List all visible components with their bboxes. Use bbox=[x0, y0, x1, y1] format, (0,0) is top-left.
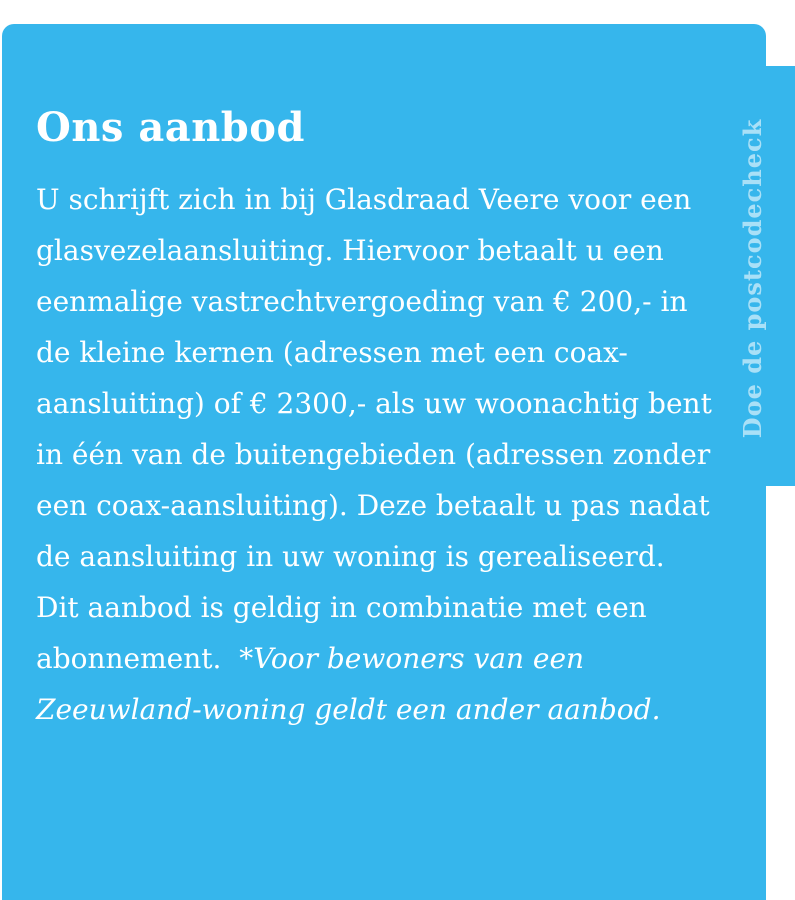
postcode-check-button[interactable] bbox=[737, 92, 769, 464]
offer-title: Ons aanbod bbox=[36, 104, 305, 151]
offer-card bbox=[2, 24, 766, 900]
offer-body: U schrijft zich in bij Glasdraad Veere voor een glasvezelaansluiting. Hiervoor betaalt u een eenmalige vastrechtvergoeding van € 200,- in de kleine kernen (adressen met een coax-aansluiting) of € 2300,- als uw woonachtig bent in één van de buitengebieden (adressen zonder een coax-aansluiting). Deze betaalt u pas nadat de aansluiting in uw woning is gerealiseerd. Dit aanbod is geldig in combinatie met een abonnement. bbox=[36, 183, 712, 675]
offer-note: *Voor bewoners van een Zeeuwland-woning geldt een ander aanbod. bbox=[36, 642, 661, 726]
postcode-check-label[interactable]: Doe de postcodecheck bbox=[738, 118, 768, 438]
postcode-check-tab-strip[interactable] bbox=[766, 66, 795, 486]
offer-text bbox=[36, 174, 716, 735]
postcode-check-tab[interactable] bbox=[766, 66, 795, 486]
